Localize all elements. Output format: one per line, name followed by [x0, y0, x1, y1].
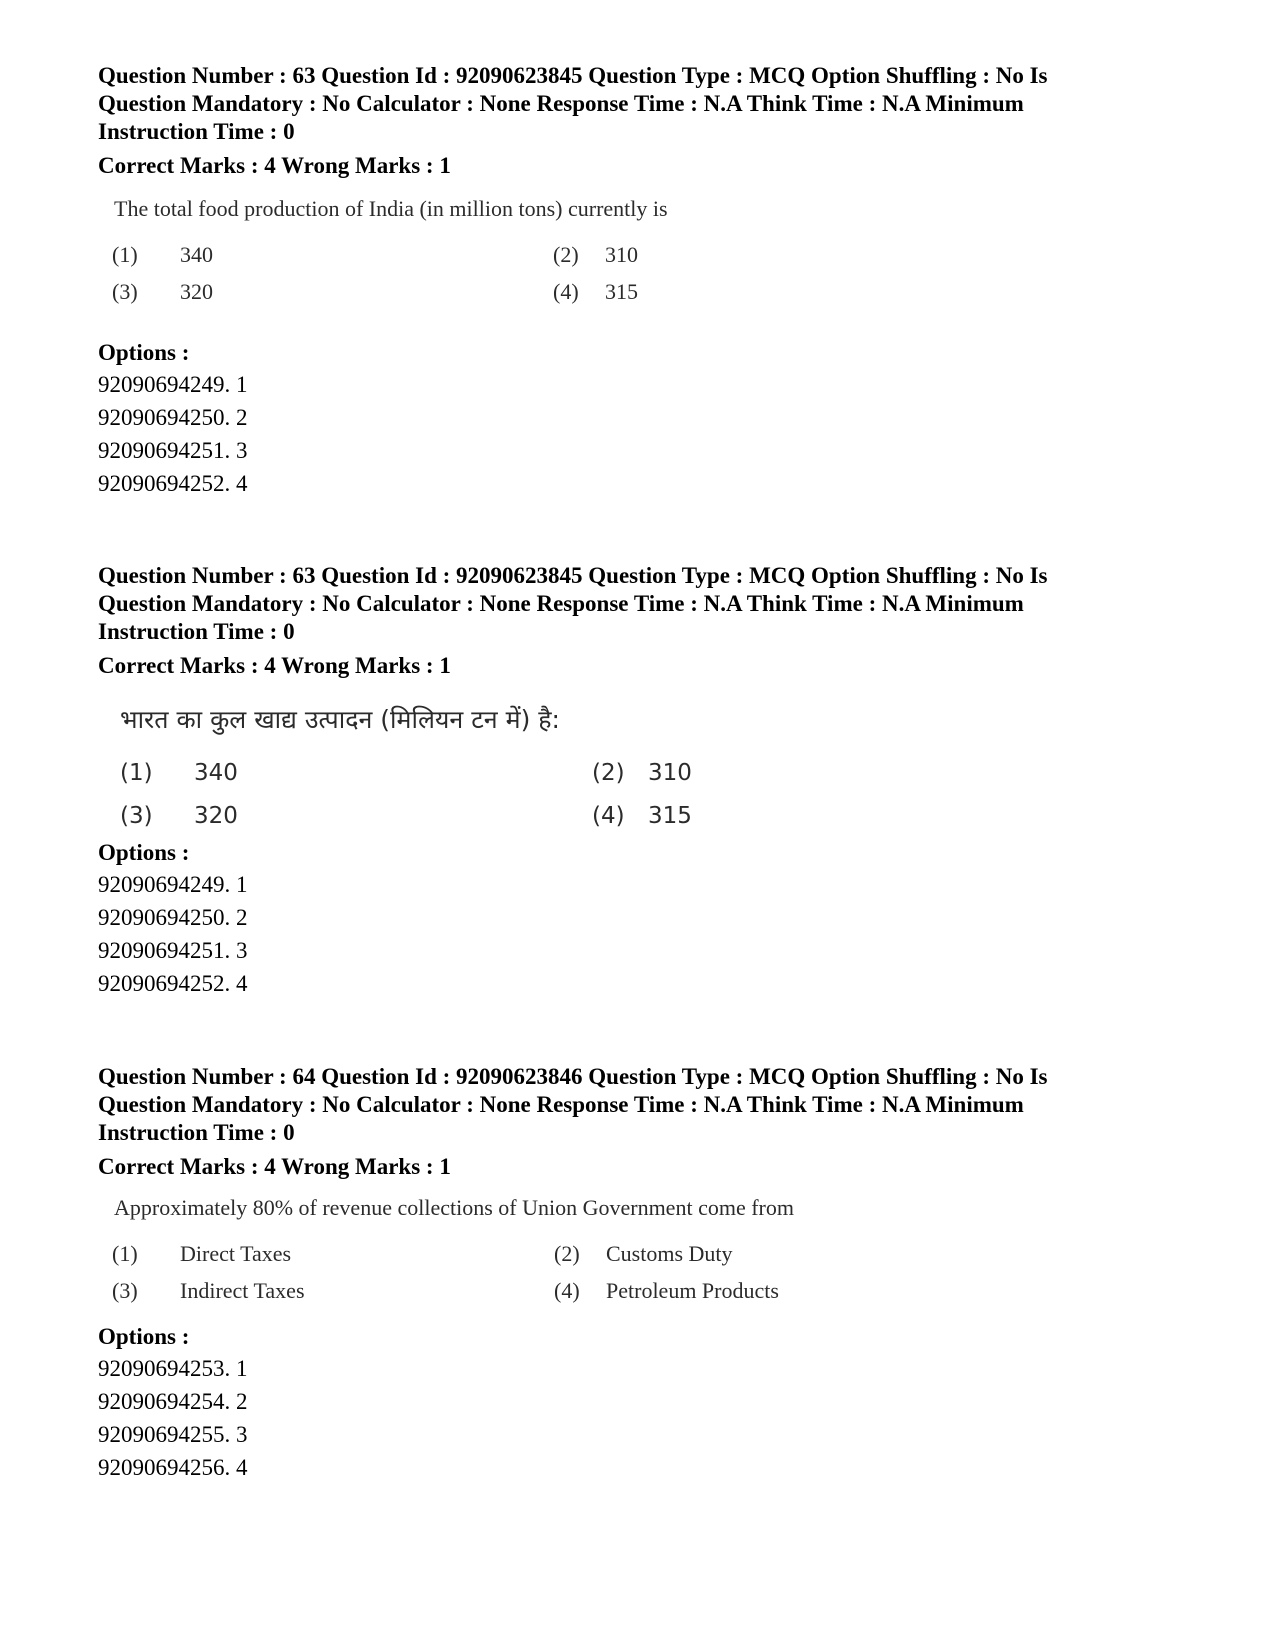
choice-number: (4) [554, 1278, 580, 1303]
choice-1 [120, 760, 238, 786]
option-row: 92090694250. 2 [98, 905, 248, 930]
question-header-line: Question Mandatory : No Calculator : None Response Time : N.A Think Time : N.A Minimum [98, 91, 1024, 116]
choice-4 [592, 803, 692, 829]
option-row: 92090694254. 2 [98, 1389, 248, 1414]
question-block-q63-english [98, 62, 1198, 502]
option-row: 92090694253. 1 [98, 1356, 248, 1381]
option-row: 92090694250. 2 [98, 405, 248, 430]
option-row: 92090694252. 4 [98, 471, 248, 496]
choice-number: (4) [592, 803, 625, 829]
choice-text: 340 [180, 242, 213, 267]
question-header-line: Instruction Time : 0 [98, 1120, 295, 1145]
question-stem: भारत का कुल खाद्य उत्पादन (मिलियन टन में) है: [120, 705, 560, 734]
choice-3 [120, 803, 238, 829]
choice-4 [553, 279, 638, 305]
choice-text: 340 [194, 760, 238, 786]
question-stem: The total food production of India (in million tons) currently is [114, 196, 668, 221]
question-header-line: Question Number : 64 Question Id : 92090623846 Question Type : MCQ Option Shuffling : No Is [98, 1064, 1048, 1089]
choice-number: (1) [112, 242, 138, 267]
choice-text: Petroleum Products [606, 1278, 779, 1303]
choice-2 [554, 1241, 733, 1267]
question-header-line: Question Mandatory : No Calculator : None Response Time : N.A Think Time : N.A Minimum [98, 591, 1024, 616]
question-header-line: Instruction Time : 0 [98, 119, 295, 144]
choice-4 [554, 1278, 779, 1304]
option-row: 92090694251. 3 [98, 438, 248, 463]
options-title: Options : [98, 1324, 190, 1349]
choice-number: (2) [554, 1241, 580, 1266]
option-row: 92090694249. 1 [98, 372, 248, 397]
marks-line: Correct Marks : 4 Wrong Marks : 1 [98, 153, 451, 178]
option-row: 92090694256. 4 [98, 1455, 248, 1480]
marks-line: Correct Marks : 4 Wrong Marks : 1 [98, 1154, 451, 1179]
choice-3 [112, 279, 213, 305]
question-block-q63-hindi [98, 562, 1198, 1002]
question-block-q64-english [98, 1063, 1198, 1503]
choice-1 [112, 242, 213, 268]
options-title: Options : [98, 340, 190, 365]
question-stem: Approximately 80% of revenue collections of Union Government come from [114, 1195, 794, 1220]
choice-3 [112, 1278, 305, 1304]
choice-number: (2) [553, 242, 579, 267]
choice-text: 310 [605, 242, 638, 267]
question-header-line: Instruction Time : 0 [98, 619, 295, 644]
choice-2 [553, 242, 638, 268]
question-header-line: Question Mandatory : No Calculator : None Response Time : N.A Think Time : N.A Minimum [98, 1092, 1024, 1117]
choice-number: (3) [112, 1278, 138, 1303]
marks-line: Correct Marks : 4 Wrong Marks : 1 [98, 653, 451, 678]
choice-number: (1) [120, 760, 153, 786]
choice-text: 320 [180, 279, 213, 304]
choice-number: (2) [592, 760, 625, 786]
choice-text: 320 [194, 803, 238, 829]
option-row: 92090694252. 4 [98, 971, 248, 996]
question-header-line: Question Number : 63 Question Id : 92090623845 Question Type : MCQ Option Shuffling : No Is [98, 563, 1048, 588]
option-row: 92090694249. 1 [98, 872, 248, 897]
choice-text: 315 [648, 803, 692, 829]
choice-text: 315 [605, 279, 638, 304]
choice-text: Indirect Taxes [180, 1278, 305, 1303]
choice-2 [592, 760, 692, 786]
options-title: Options : [98, 840, 190, 865]
choice-text: Direct Taxes [180, 1241, 292, 1266]
choice-number: (3) [112, 279, 138, 304]
choice-text: 310 [648, 760, 692, 786]
choice-number: (4) [553, 279, 579, 304]
option-row: 92090694255. 3 [98, 1422, 248, 1447]
option-row: 92090694251. 3 [98, 938, 248, 963]
choice-text: Customs Duty [606, 1241, 733, 1266]
question-header-line: Question Number : 63 Question Id : 92090623845 Question Type : MCQ Option Shuffling : No Is [98, 63, 1048, 88]
choice-number: (1) [112, 1241, 138, 1266]
choice-1 [112, 1241, 292, 1267]
choice-number: (3) [120, 803, 153, 829]
